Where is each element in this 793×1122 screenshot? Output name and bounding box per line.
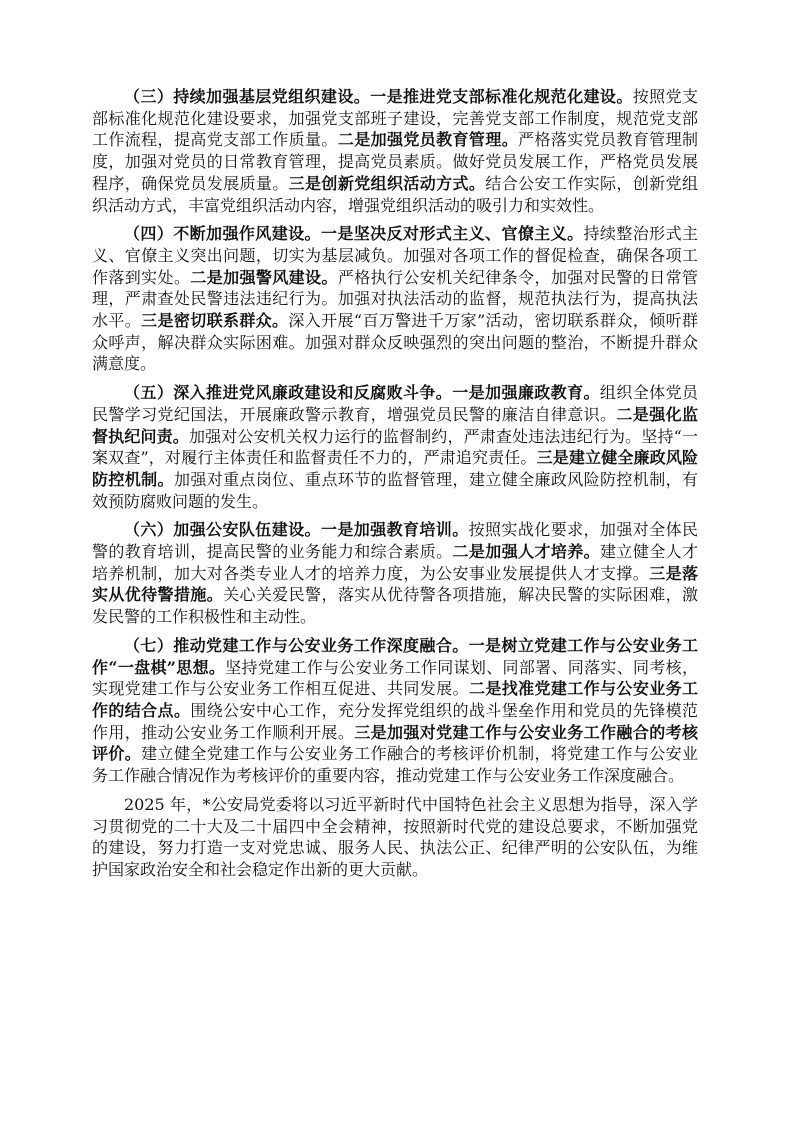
text-run: 组织全体党员民警学习党纪国法，开展廉政警示教育，增强党员民警的廉洁自律意识。 [92, 383, 698, 424]
paragraph-section-7 [92, 635, 698, 787]
bold-run: （五）深入推进党风廉政建设和反腐败斗争。一是加强廉政教育。 [124, 383, 600, 403]
text-run: 按照实战化要求，加强对全体民警的教育培训，提高民警的业务能力和综合素质。 [92, 520, 698, 562]
text-run: 关心关爱民警，落实从优待警各项措施，解决民警的实际困难，激发民警的工作积极性和主动性。 [92, 585, 698, 627]
bold-run: 二是加强警风建设。 [190, 267, 338, 287]
text-run: 结合公安工作实际，创新党组织活动方式，丰富党组织活动内容，增强党组织活动的吸引力和实效性。 [92, 173, 698, 215]
text-run: 严格执行公安机关纪律条令，加强对民警的日常管理，严肃查处民警违法违纪行为。加强对执法活动的监督，规范执法行为，提高执法水平。 [92, 267, 698, 331]
document-body [92, 86, 698, 888]
bold-run: 二是加强党员教育管理。 [337, 130, 519, 150]
text-run: 建立健全党建工作与公安业务工作融合的考核评价机制，将党建工作与公安业务工作融合情况作为考核评价的重要内容，推动党建工作与公安业务工作深度融合。 [92, 744, 698, 786]
bold-run: 三是加强对党建工作与公安业务工作融合的考核评价。 [92, 722, 698, 764]
bold-run: （四）不断加强作风建设。一是坚决反对形式主义、官僚主义。 [124, 224, 584, 244]
paragraph-closing [92, 794, 698, 881]
text-run: 加强对重点岗位、重点环节的监督管理，建立健全廉政风险防控机制，有效预防腐败问题的发生。 [92, 469, 698, 511]
text-run: 深入开展“百万警进千万家”活动，密切联系群众，倾听群众呼声，解决群众实际困难。加强对群众反映强烈的突出问题的整治，不断提升群众满意度。 [92, 311, 698, 374]
text-run: 加强对公安机关权力运行的监督制约，严肃查处违法违纪行为。坚持“一案双查”，对履行主体责任和监督责任不力的，严肃追究责任。 [92, 426, 698, 468]
text-run: 围绕公安中心工作，充分发挥党组织的战斗堡垒作用和党员的先锋模范作用，推动公安业务工作顺利开展。 [92, 700, 698, 742]
text-run: 建立健全人才培养机制，加大对各类专业人才的培养力度，为公安事业发展提供人才支撑。 [92, 542, 698, 583]
text-run: 严格落实党员教育管理制度，加强对党员的日常教育管理，提高党员素质。做好党员发展工作，严格党员发展程序，确保党员发展质量。 [92, 130, 698, 193]
bold-run: 二是强化监督执纪问责。 [92, 404, 698, 446]
bold-run: （三）持续加强基层党组织建设。一是推进党支部标准化规范化建设。 [124, 87, 633, 106]
text-run: 按照党支部标准化规范化建设要求，加强党支部班子建设，完善党支部工作制度，规范党支部工作流程，提高党支部工作质量。 [92, 87, 698, 150]
bold-run: （七）推动党建工作与公安业务工作深度融合。一是树立党建工作与公安业务工作“一盘棋”思想。 [92, 635, 698, 677]
paragraph-section-3 [92, 86, 698, 216]
bold-run: 二是加强人才培养。 [452, 542, 601, 562]
text-run: 2025 年，*公安局党委将以习近平新时代中国特色社会主义思想为指导，深入学习贯彻党的二十大及二十届四中全会精神，按照新时代党的建设总要求，不断加强党的建设，努力打造一支对党忠诚、服务人民、执法公正、纪律严明的公安队伍，为维护国家政治安全和社会稳定作出新的更大贡献。 [92, 794, 698, 879]
bold-run: 三是落实从优待警措施。 [92, 563, 698, 605]
paragraph-section-4 [92, 223, 698, 375]
text-run: 持续整治形式主义、官僚主义突出问题，切实为基层减负。加强对各项工作的督促检查，确保各项工作落到实处。 [92, 224, 698, 287]
bold-run: 二是找准党建工作与公安业务工作的结合点。 [92, 679, 698, 720]
paragraph-section-6 [92, 519, 698, 628]
bold-run: 三是创新党组织活动方式。 [288, 173, 486, 193]
bold-run: 三是密切联系群众。 [141, 311, 289, 331]
bold-run: 三是建立健全廉政风险防控机制。 [92, 448, 698, 489]
text-run: 坚持党建工作与公安业务工作同谋划、同部署、同落实、同考核，实现党建工作与公安业务工作相互促进、共同发展。 [92, 657, 698, 699]
paragraph-section-5 [92, 382, 698, 512]
bold-run: （六）加强公安队伍建设。一是加强教育培训。 [124, 520, 469, 540]
